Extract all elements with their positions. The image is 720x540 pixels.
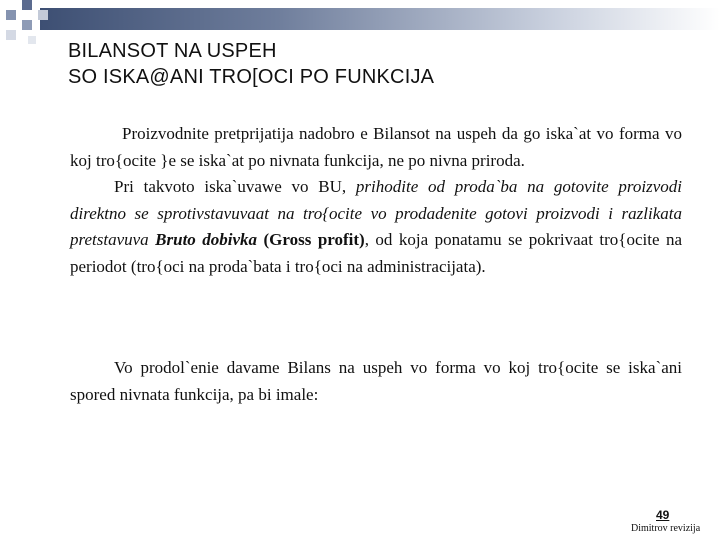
paragraph-1-text-1: Proizvodnite pretprijatija nadobro e Bilansot na uspeh da go iska`at vo forma vo koj tro{ocite }e se iska`at po nivnata funkcija, ne po nivna priroda. <box>70 124 682 170</box>
paragraph-2 <box>70 355 682 408</box>
slide-title <box>68 38 434 90</box>
paragraph-2-text: Vo prodol`enie davame Bilans na uspeh vo forma vo koj tro{ocite se iska`ani spored nivnata funkcija, pa bi imale: <box>70 358 682 404</box>
footer-author: Dimitrov revizija <box>631 523 701 534</box>
header-gradient-bar <box>40 8 720 30</box>
title-line-1: BILANSOT NA USPEH <box>68 40 277 62</box>
paragraph-1-bold: (Gross profit) <box>263 230 365 249</box>
page-number: 49 <box>656 508 670 522</box>
paragraph-1 <box>70 121 682 280</box>
paragraph-1-bold-italic: Bruto dobivka <box>155 230 258 249</box>
paragraph-1-text-2: Pri takvoto iska`uvawe vo BU, <box>114 177 347 196</box>
paragraph-1-text-3: , od koja ponatamu se pokrivaat tro{ocite na periodot (tro{oci na proda`bata i tro{oci na administracijata). <box>70 230 683 276</box>
title-line-2: SO ISKA@ANI TRO[OCI PO FUNKCIJA <box>68 66 435 88</box>
paragraph-1-italic: prihodite od proda`ba na gotovite proizvodi direktno se sprotivstavuvaat na tro{ocite vo prodadenite gotovi proizvodi i razlikata pretstavuva <box>70 177 683 249</box>
